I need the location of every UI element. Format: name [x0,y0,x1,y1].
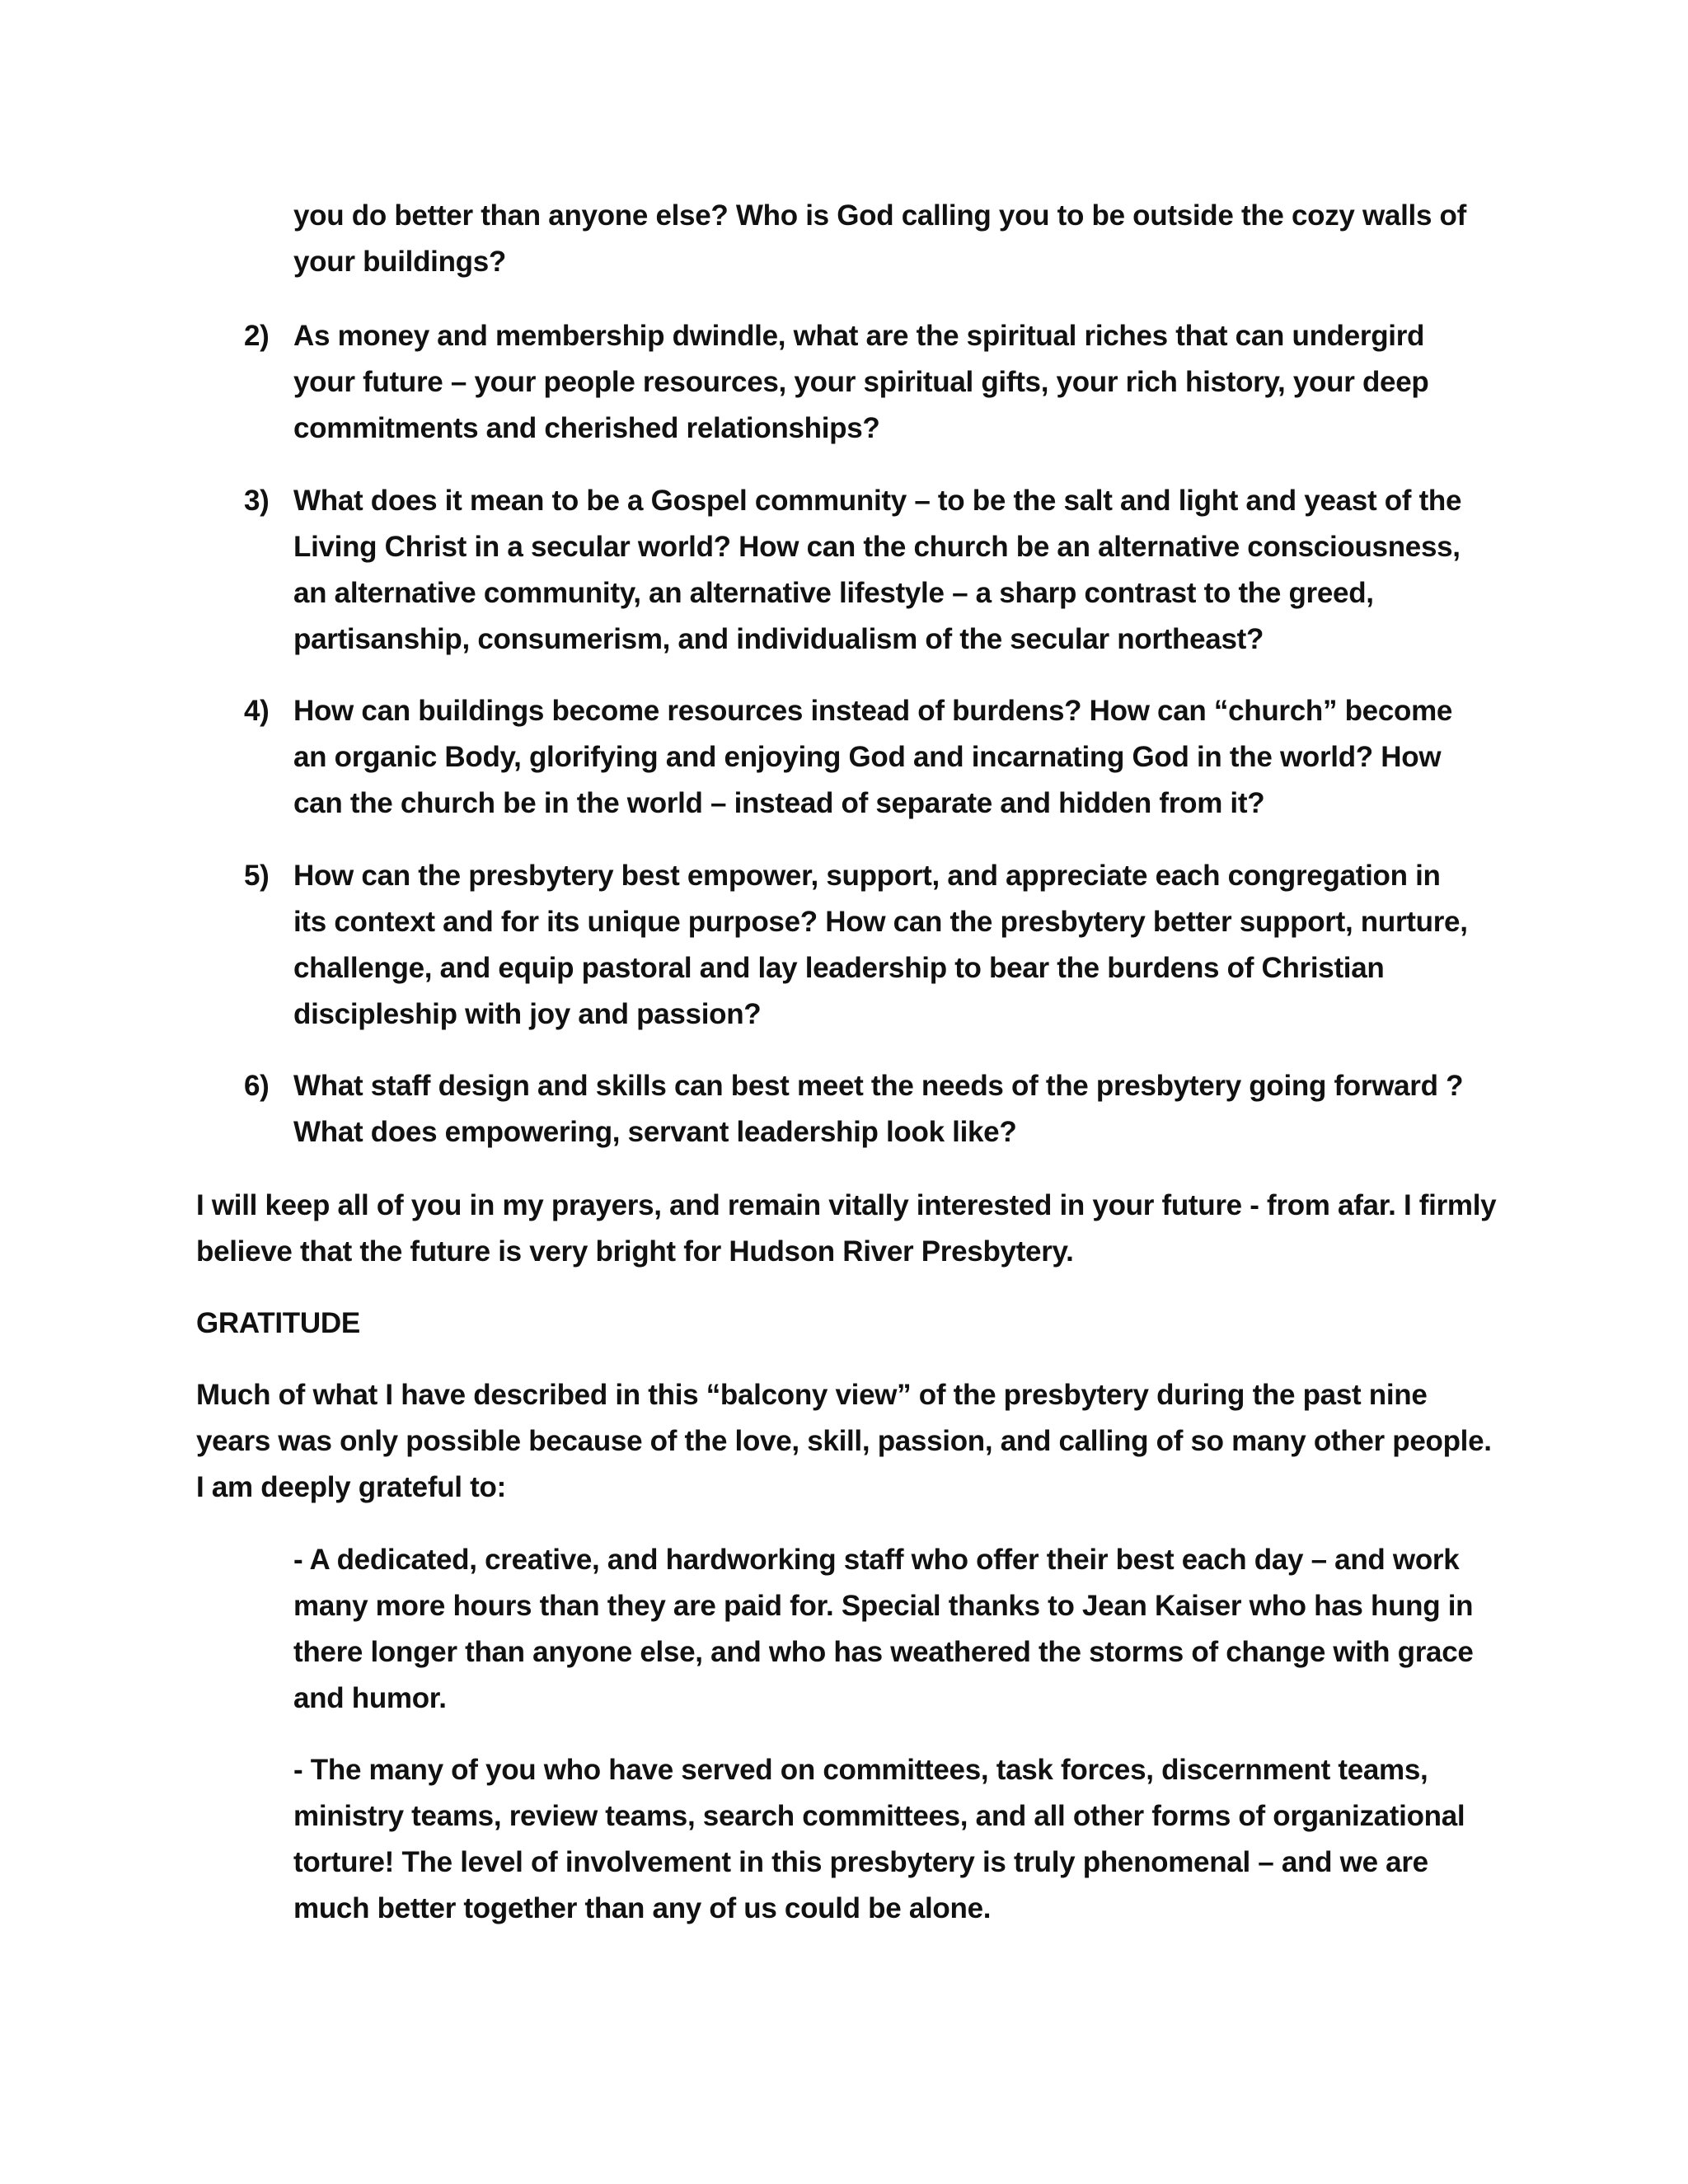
question-item-3 [0,478,1688,663]
question-text: How can the presbytery best empower, support, and appreciate each congregation in its context and for its unique purpose? How can the presbytery better support, nurture, challenge, and equip pastoral and lay leadership to bear the burdens of Christian discipleship with joy and passion? [293,860,1468,1030]
question-text: What staff design and skills can best meet the needs of the presbytery going forward ? What does empowering, servant leadership look like? [293,1070,1464,1148]
gratitude-item: - The many of you who have served on committees, task forces, discernment teams, ministry teams, review teams, search committees, and all other forms of organizational torture! The level of involvement in this presbytery is truly phenomenal – and we are much better together than any of us could be alone. [293,1754,1465,1924]
question-number: 3) [244,485,270,517]
question-item-4 [0,688,1688,827]
gratitude-intro-block [0,1372,1688,1511]
continuation-paragraph-block [0,193,1688,285]
closing-paragraph: I will keep all of you in my prayers, and remain vitally interested in your future - from afar. I firmly believe that the future is very bright for Hudson River Presbytery. [196,1189,1497,1268]
question-text: How can buildings become resources instead of burdens? How can “church” become an organic Body, glorifying and enjoying God and incarnating God in the world? How can the church be in the world – instead of separate and hidden from it? [293,695,1453,819]
question-item-5 [0,853,1688,1038]
gratitude-item-committees [0,1747,1688,1932]
question-number: 4) [244,695,270,727]
continuation-paragraph: you do better than anyone else? Who is God calling you to be outside the cozy walls of your buildings? [293,199,1466,278]
gratitude-heading: GRATITUDE [196,1307,360,1339]
gratitude-item-staff [0,1537,1688,1722]
question-number: 2) [244,320,270,352]
gratitude-item: - A dedicated, creative, and hardworking staff who offer their best each day – and work many more hours than they are paid for. Special thanks to Jean Kaiser who has hung in there longer than anyone else, and who has weathered the storms of change with grace and humor. [293,1544,1474,1714]
question-number: 6) [244,1070,270,1102]
question-number: 5) [244,860,270,892]
question-item-2 [0,313,1688,452]
question-item-6 [0,1063,1688,1155]
gratitude-heading-block [0,1301,1688,1347]
closing-paragraph-block [0,1183,1688,1275]
question-text: As money and membership dwindle, what are the spiritual riches that can undergird your future – your people resources, your spiritual gifts, your rich history, your deep commitments and cherished relationships? [293,320,1429,444]
question-text: What does it mean to be a Gospel community – to be the salt and light and yeast of the Living Christ in a secular world? How can the church be an alternative consciousness, an alternative community, an alternative lifestyle – a sharp contrast to the greed, partisanship, consumerism, and individualism of the secular northeast? [293,485,1462,655]
gratitude-intro: Much of what I have described in this “balcony view” of the presbytery during the past nine years was only possible because of the love, skill, passion, and calling of so many other people. I am deeply grateful to: [196,1379,1492,1503]
